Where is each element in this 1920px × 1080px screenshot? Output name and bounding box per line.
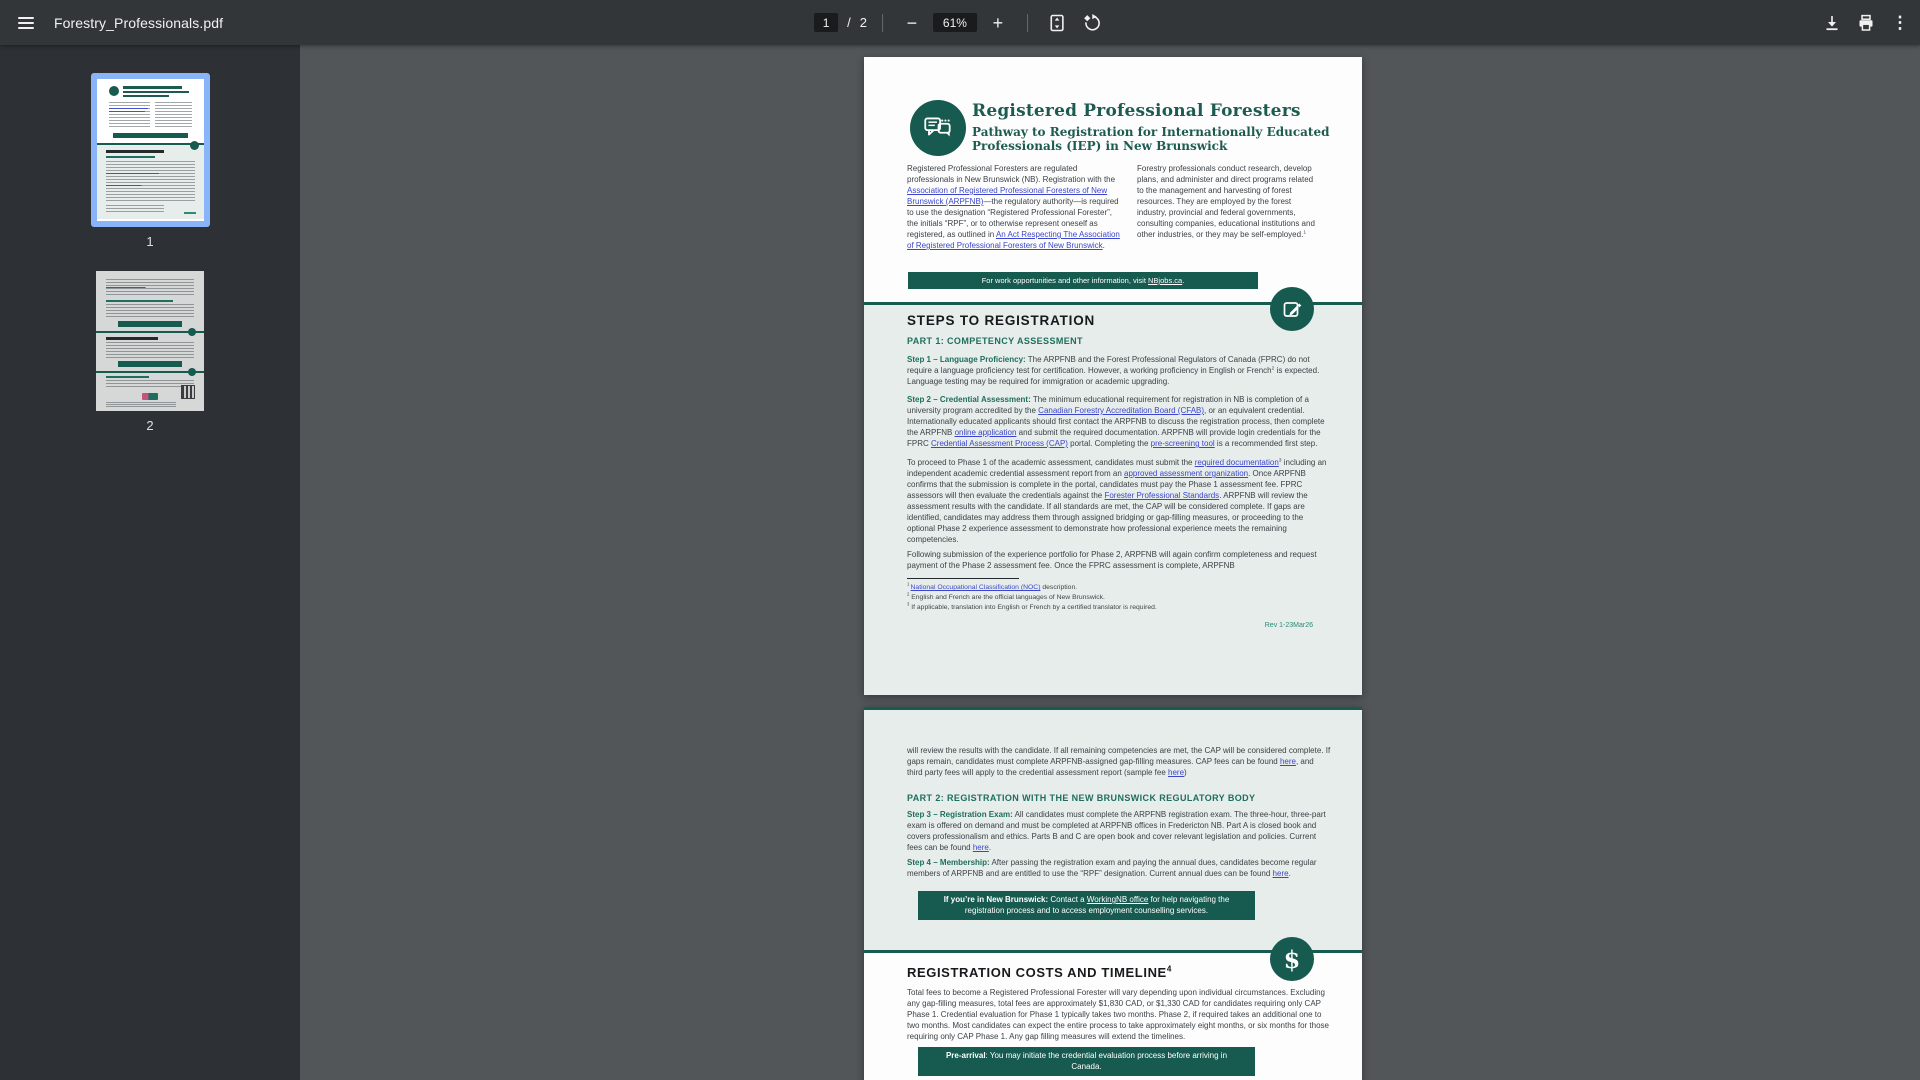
link[interactable]: Association of Registered Professional Foresters of New Brunswick (ARPFNB) — [907, 186, 1108, 206]
step3-paragraph: Step 3 – Registration Exam: All candidates must complete the ARPFNB registration exam. The three-hour, three-part exam is offered on demand and must be completed at ARPFNB offices in Fredericton NB. Part A is closed book and covers professionalism and ethics. Parts B and C are open book and cover relevant legislation and policies. Current fees can be found here. — [907, 810, 1326, 852]
revision-label: Rev 1-23Mar26 — [1264, 622, 1313, 629]
rotate-button[interactable] — [1078, 9, 1106, 37]
intro-right-column: Forestry professionals conduct research, develop plans, and administer and direct programs related to the management and harvesting of forest resources. They are employed by the forest industry, provincial and federal governments, consulting companies, educational institutions and other industries, or they may be self-employed.$^1$ — [1137, 164, 1315, 239]
steps-section — [864, 302, 1362, 695]
document-header — [972, 101, 1352, 153]
page-number-input[interactable] — [814, 13, 838, 32]
toolbar-center-controls — [814, 0, 1106, 45]
print-icon — [1856, 13, 1876, 33]
zoom-in-button[interactable]: + — [984, 9, 1012, 37]
edit-pencil-icon — [1270, 287, 1314, 331]
link[interactable]: NBjobs.ca — [1148, 276, 1183, 285]
link[interactable]: National Occupational Classification (NOC) — [910, 584, 1041, 591]
intro-left-column: Registered Professional Foresters are regulated professionals in New Brunswick (NB). Registration with the Association of Registered Professional Foresters of New Brunswick (ARPFNB)—the regulatory authority—is required to use the designation “Registered Professional Forester”, the initials “RPF”, or to otherwise represent oneself as registered, as outlined in An Act Respecting The Association of Registered Professional Foresters of New Brunswick. — [907, 164, 1120, 250]
footnote-divider — [907, 578, 1019, 579]
step1-paragraph: Step 1 – Language Proficiency: The ARPFNB and the Forest Professional Regulators of Canada (FPRC) do not require a language proficiency test for certification. However, a working proficiency in English or French$^2$ is expected. Language testing may be required for immigration or academic upgrading. — [907, 355, 1320, 386]
footnote-1: $^1$ National Occupational Classification (NOC) description. — [907, 581, 1078, 591]
cap-continuation-paragraph: will review the results with the candidate. If all remaining competencies are met, the CAP will be considered complete. If gaps remain, candidates must complete ARPFNB-assigned gap-filling measures. CAP fees can be found here, and third party fees will apply to the credential assessment report (sample fee here) — [907, 746, 1331, 777]
link[interactable]: pre-screening tool — [1150, 439, 1215, 448]
dollar-icon: $ — [1270, 937, 1314, 981]
thumbnail-selection-border — [91, 73, 210, 227]
thumbnail-label-2: 2 — [146, 418, 154, 433]
steps-heading: STEPS TO REGISTRATION — [907, 313, 1096, 328]
download-icon — [1822, 13, 1842, 33]
link[interactable]: online application — [954, 428, 1017, 437]
part2-heading: PART 2: REGISTRATION WITH THE NEW BRUNSWICK REGULATORY BODY — [907, 793, 1256, 803]
download-button[interactable] — [1818, 9, 1846, 37]
part1-heading: PART 1: COMPETENCY ASSESSMENT — [907, 336, 1083, 346]
pre-arrival-box: Pre-arrival: You may initiate the credential evaluation process before arriving in Canada. — [918, 1047, 1255, 1076]
zoom-level-display: 61% — [933, 13, 977, 32]
step4-paragraph: Step 4 – Membership: After passing the registration exam and paying the annual dues, candidates become regular members of ARPFNB and are entitled to use the “RPF” designation. Current annual dues can be found here. — [907, 858, 1317, 878]
fit-to-page-button[interactable] — [1043, 9, 1071, 37]
link[interactable]: Credential Assessment Process (CAP) — [931, 439, 1068, 448]
toolbar-divider — [1027, 14, 1028, 32]
doc-subtitle-line2: Professionals (IEP) in New Brunswick — [972, 139, 1228, 153]
thumbnail-page-2[interactable] — [96, 249, 204, 433]
link[interactable]: Canadian Forestry Accreditation Board (CFAB) — [1038, 406, 1205, 415]
chat-bubbles-icon — [910, 100, 966, 156]
link[interactable]: here — [1168, 768, 1185, 777]
more-options-icon[interactable]: ⋮ — [1886, 9, 1914, 37]
costs-heading: REGISTRATION COSTS AND TIMELINE$^4$ — [907, 964, 1172, 980]
step2-paragraph: Step 2 – Credential Assessment: The minimum educational requirement for registration in NB is completion of a university program accredited by the Canadian Forestry Accreditation Board (CFAB), or an equivalent credential. — [907, 395, 1309, 415]
doc-subtitle-line1: Pathway to Registration for Internationally Educated — [972, 125, 1330, 139]
rotate-icon — [1082, 13, 1102, 33]
doc-main-title: Registered Professional Foresters — [972, 101, 1301, 121]
link[interactable]: required documentation — [1194, 458, 1279, 467]
pdf-page-1 — [864, 57, 1362, 695]
toolbar-divider — [882, 14, 883, 32]
costs-section — [907, 965, 1331, 1076]
pdf-page-2 — [864, 707, 1362, 1080]
link[interactable]: Forester Professional Standards — [1104, 491, 1220, 500]
thumbnail-sidebar — [0, 45, 300, 1080]
link[interactable]: here — [972, 843, 989, 852]
fit-to-page-icon — [1047, 13, 1067, 33]
page-count-slash: / — [847, 15, 851, 30]
new-brunswick-help-box: If you’re in New Brunswick: Contact a WorkingNB office for help navigating the registration process and to access employment counselling services. — [918, 891, 1255, 920]
thumbnail-page-1[interactable] — [91, 73, 210, 249]
phase2-paragraph: Following submission of the experience portfolio for Phase 2, ARPFNB will again confirm completeness and request payment of the Phase 2 assessment fee. Once the FPRC assessment is complete, ARPFNB — [907, 550, 1317, 570]
work-opportunities-banner: For work opportunities and other information, visit NBjobs.ca. — [908, 272, 1258, 289]
pdf-toolbar — [0, 0, 1920, 45]
toolbar-right-controls — [1818, 0, 1914, 45]
link[interactable]: approved assessment organization — [1124, 469, 1249, 478]
page-count-total: 2 — [859, 15, 867, 30]
steps-section-continued — [864, 707, 1362, 953]
print-button[interactable] — [1852, 9, 1880, 37]
application-paragraph: Internationally educated applicants should first contact the ARPFNB to discuss the registration process, then complete the ARPFNB online application and submit the required documentation. ARPFNB will provide login credentials for the FPRC Credential Assessment Process (CAP) portal. Completing the pre-screening tool is a recommended first step. — [907, 417, 1325, 448]
thumbnail-label-1: 1 — [146, 234, 154, 249]
phase1-paragraph: To proceed to Phase 1 of the academic assessment, candidates must submit the required documentation$^3$ including an independent academic credential assessment report from an approved assessment organization. Once ARPFNB confirms that the submission is complete in the portal, candidates must pay the Phase 1 assessment fee. FPRC assessors will then evaluate the credentials against the Forester Professional Standards. ARPFNB will review the assessment results with the candidate. If all standards are met, the CAP will be considered complete. If gaps are identified, candidates may address them through assigned bridging or gap-filling measures, or proceeding to the optional Phase 2 experience assessment to demonstrate how professional experience meets the remaining competencies. — [907, 458, 1327, 544]
link[interactable]: here — [1279, 757, 1296, 766]
link[interactable]: here — [1272, 869, 1289, 878]
link[interactable]: WorkingNB office — [1086, 895, 1149, 904]
menu-icon[interactable] — [12, 9, 40, 37]
costs-paragraph: Total fees to become a Registered Professional Forester will vary depending upon individual circumstances. Excluding any gap-filling measures, total fees are approximately $1,830 CAD, or $1,330 CAD for candidates requiring only CAP Phase 1. Credential evaluation for Phase 1 typically takes two months. Phase 2, if required takes an additional one to two months. Most candidates can expect the entire process to take approximately eight months, or six months for those requiring only CAP Phase 1. Any gap filling measures will extend the timelines. — [907, 988, 1329, 1041]
footnote-3: $^3$ If applicable, translation into English or French by a certified translator is required. — [907, 601, 1157, 611]
zoom-out-button[interactable]: − — [898, 9, 926, 37]
link[interactable]: An Act Respecting The Association of Registered Professional Foresters of New Brunswick — [907, 230, 1120, 250]
footnote-2: $^2$ English and French are the official languages of New Brunswick. — [907, 591, 1105, 601]
document-title: Forestry_Professionals.pdf — [54, 14, 224, 31]
